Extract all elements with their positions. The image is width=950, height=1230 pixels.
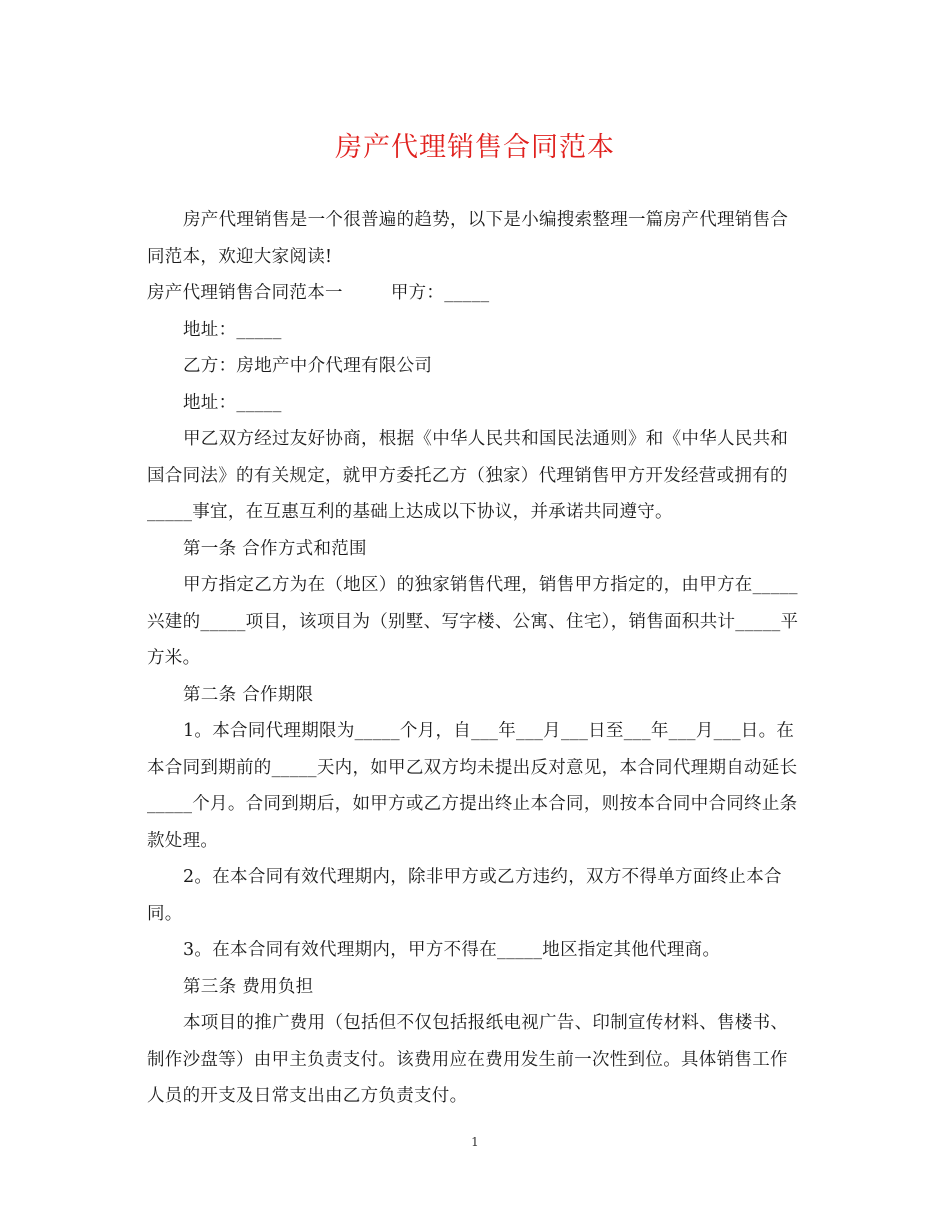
- article1-paragraph: 甲方指定乙方为在（地区）的独家销售代理，销售甲方指定的，由甲方在_____兴建的_____项目，该项目为（别墅、写字楼、公寓、住宅），销售面积共计_____平方米。: [147, 575, 799, 668]
- article2-item2: 2。在本合同有效代理期内，除非甲方或乙方违约，双方不得单方面终止本合同。: [147, 867, 782, 924]
- article3-heading: 第三条 费用负担: [183, 976, 314, 997]
- document-title: 房产代理销售合同范本: [335, 132, 615, 163]
- party-a-line: [147, 275, 803, 312]
- article2-item1: 1。本合同代理期限为_____个月，自___年___月___日至___年___月___日。在本合同到期前的_____天内，如甲乙双方均未提出反对意见，本合同代理期自动延长_____个月。合同到期后，如甲方或乙方提出终止本合同，则按本合同中合同终止条款处理。: [147, 721, 798, 851]
- address-a: 地址：_____: [183, 319, 282, 340]
- preamble-paragraph: 甲乙双方经过友好协商，根据《中华人民共和国民法通则》和《中华人民共和国合同法》的有关规定，就甲方委托乙方（独家）代理销售甲方开发经营或拥有的_____事宜，在互惠互利的基础上达成以下协议，并承诺共同遵守。: [147, 429, 789, 522]
- article2-heading: 第二条 合作期限: [183, 684, 314, 705]
- party-a: 甲方：_____: [390, 283, 490, 303]
- article1-heading: 第一条 合作方式和范围: [183, 538, 367, 559]
- subtitle: 房产代理销售合同范本一: [147, 283, 343, 303]
- article3-paragraph: 本项目的推广费用（包括但不仅包括报纸电视广告、印制宣传材料、售楼书、制作沙盘等）由甲主负责支付。该费用应在费用发生前一次性到位。具体销售工作人员的开支及日常支出由乙方负责支付。: [147, 1013, 789, 1106]
- intro-paragraph: 房产代理销售是一个很普遍的趋势，以下是小编搜索整理一篇房产代理销售合同范本，欢迎大家阅读!: [147, 210, 789, 267]
- party-b: 乙方：房地产中介代理有限公司: [183, 356, 433, 376]
- page-number: 1: [471, 1135, 479, 1149]
- article2-item3: 3。在本合同有效代理期内，甲方不得在_____地区指定其他代理商。: [183, 940, 721, 960]
- address-b: 地址：_____: [183, 392, 282, 413]
- document-body: [147, 202, 803, 1115]
